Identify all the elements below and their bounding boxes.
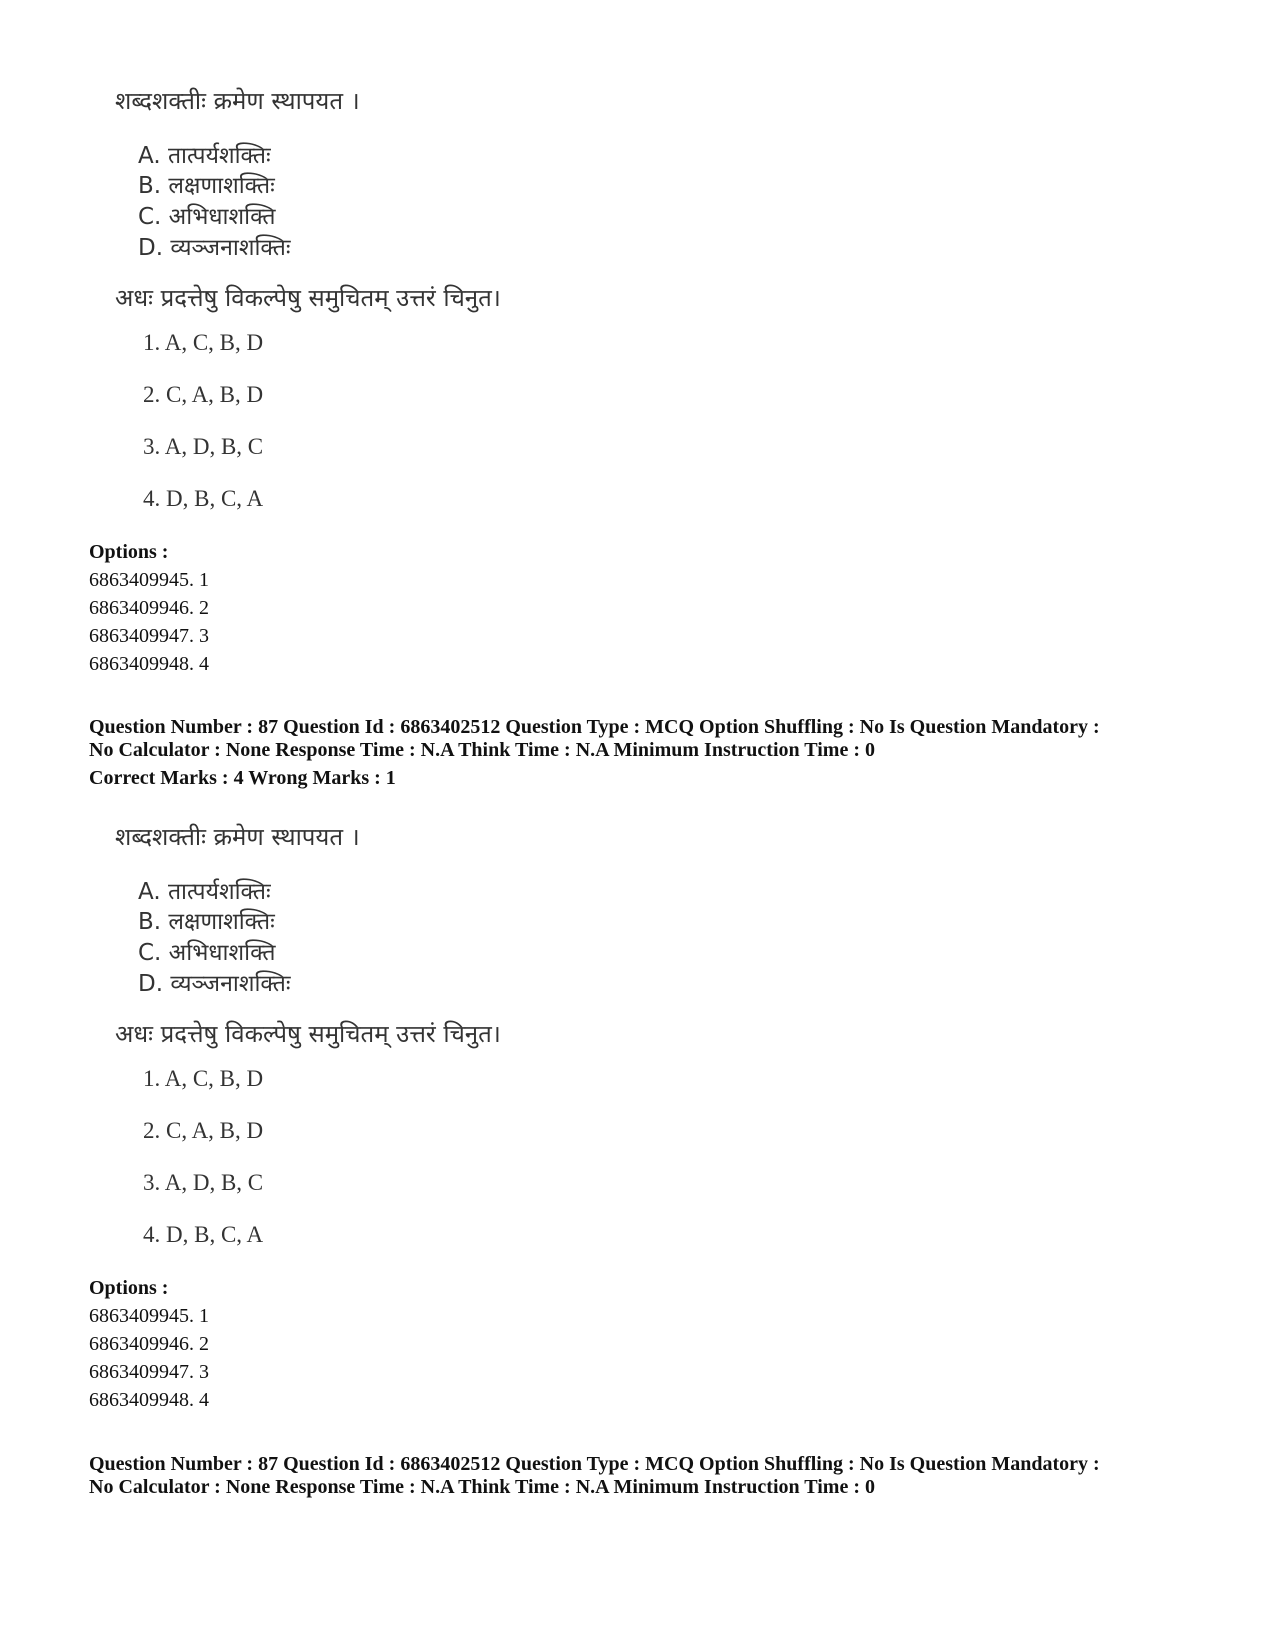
question-meta-line: No Calculator : None Response Time : N.A Think Time : N.A Minimum Instruction Time : 0 <box>89 1476 875 1498</box>
option-id-row: 6863409945. 1 <box>89 569 209 591</box>
option-id-row: 6863409948. 4 <box>89 653 209 675</box>
answer-choice: 4. D, B, C, A <box>143 1222 264 1247</box>
list-item: C. अभिधाशक्ति <box>138 940 276 966</box>
answer-choice: 2. C, A, B, D <box>143 1118 264 1143</box>
options-heading: Options : <box>89 1277 169 1299</box>
list-item: D. व्यञ्जनाशक्तिः <box>138 235 291 261</box>
option-id-row: 6863409946. 2 <box>89 1333 209 1355</box>
option-id-row: 6863409948. 4 <box>89 1389 209 1411</box>
question-meta-line: Question Number : 87 Question Id : 6863402512 Question Type : MCQ Option Shuffling : No Is Question Mandatory : <box>89 1453 1100 1475</box>
question-meta-line: Question Number : 87 Question Id : 6863402512 Question Type : MCQ Option Shuffling : No Is Question Mandatory : <box>89 716 1100 738</box>
question-instruction: शब्दशक्तीः क्रमेण स्थापयत । <box>115 87 360 115</box>
question-meta-line: No Calculator : None Response Time : N.A Think Time : N.A Minimum Instruction Time : 0 <box>89 739 875 761</box>
question-prompt: अधः प्रदत्तेषु विकल्पेषु समुचितम् उत्तरं चिनुत। <box>115 284 501 312</box>
answer-choice: 1. A, C, B, D <box>143 330 264 355</box>
list-item: A. तात्पर्यशक्तिः <box>138 143 271 169</box>
option-id-row: 6863409947. 3 <box>89 625 209 647</box>
answer-choice: 3. A, D, B, C <box>143 434 264 459</box>
answer-choice: 3. A, D, B, C <box>143 1170 264 1195</box>
marks-line: Correct Marks : 4 Wrong Marks : 1 <box>89 767 396 789</box>
answer-choice: 2. C, A, B, D <box>143 382 264 407</box>
list-item: D. व्यञ्जनाशक्तिः <box>138 971 291 997</box>
option-id-row: 6863409945. 1 <box>89 1305 209 1327</box>
options-heading: Options : <box>89 541 169 563</box>
question-prompt: अधः प्रदत्तेषु विकल्पेषु समुचितम् उत्तरं चिनुत। <box>115 1020 501 1048</box>
list-item: C. अभिधाशक्ति <box>138 204 276 230</box>
question-instruction: शब्दशक्तीः क्रमेण स्थापयत । <box>115 823 360 851</box>
list-item: B. लक्षणाशक्तिः <box>138 173 275 199</box>
answer-choice: 4. D, B, C, A <box>143 486 264 511</box>
answer-choice: 1. A, C, B, D <box>143 1066 264 1091</box>
option-id-row: 6863409947. 3 <box>89 1361 209 1383</box>
list-item: A. तात्पर्यशक्तिः <box>138 879 271 905</box>
option-id-row: 6863409946. 2 <box>89 597 209 619</box>
list-item: B. लक्षणाशक्तिः <box>138 909 275 935</box>
